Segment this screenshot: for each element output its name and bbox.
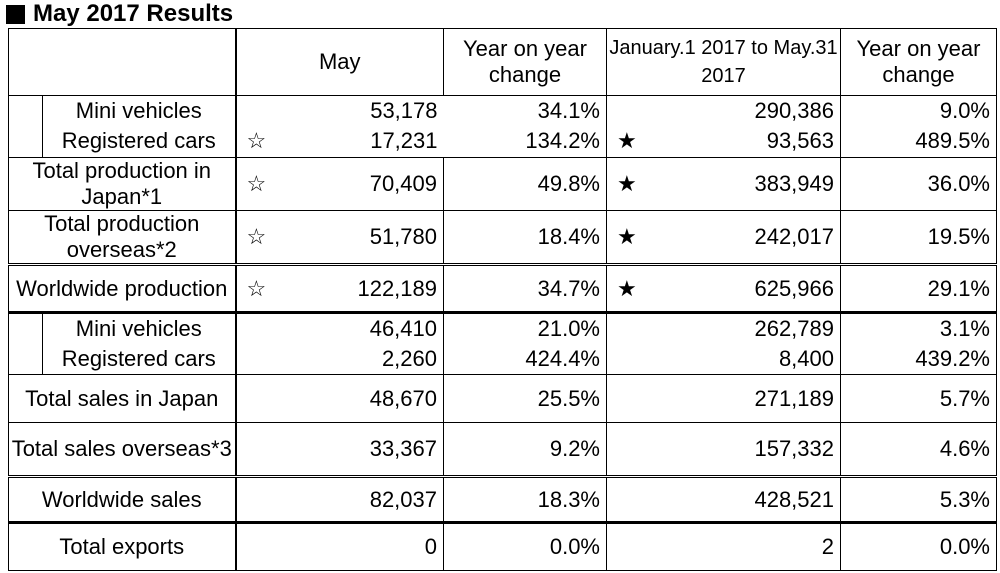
report-title-text: May 2017 Results [33,0,234,27]
header-row [9,29,997,96]
header-may: May [236,29,444,96]
row-label: Total sales overseas*3 [9,423,236,477]
row-ytd-value: 2 [607,523,841,571]
row-ytd-value: 157,332 [607,423,841,477]
indent-cell [9,96,43,158]
table-row [9,96,997,126]
row-yoy-may: 424.4% [444,344,607,375]
row-label: Registered cars [43,126,236,158]
row-mark-may [236,96,270,126]
row-may-value: 17,231 [370,128,438,154]
row-yoy-may: 21.0% [444,313,607,344]
row-label: Worldwide production [9,265,236,313]
row-ytd-value: 242,017 [641,211,841,265]
row-may-value: 82,037 [236,477,444,523]
black-square-icon [6,5,25,24]
row-label: Worldwide sales [9,477,236,523]
table-row [9,523,997,571]
row-may-value: 0 [236,523,444,571]
row-label: Total sales in Japan [9,375,236,423]
table-row [9,477,997,523]
row-mark-may: ☆ [246,128,267,154]
row-may-value: 70,409 [270,158,444,211]
row-may-value: 53,178 [270,96,444,126]
results-table [8,28,997,571]
row-label: Mini vehicles [43,313,236,344]
row-yoy-ytd: 9.0% [841,96,997,126]
row-yoy-ytd: 5.3% [841,477,997,523]
row-yoy-ytd: 0.0% [841,523,997,571]
row-may-value: 33,367 [236,423,444,477]
report-title [6,0,233,28]
row-ytd-value: 271,189 [607,375,841,423]
row-label: Registered cars [43,344,236,375]
row-mark-may: ☆ [236,265,270,313]
row-yoy-may: 18.3% [444,477,607,523]
row-mark-ytd: ★ [607,265,641,313]
row-mark-ytd: ★ [607,211,641,265]
row-yoy-ytd: 36.0% [841,158,997,211]
row-may-value: 2,260 [381,345,437,371]
table-row [9,265,997,313]
table-row [9,126,997,158]
row-mark-ytd [607,96,641,126]
row-yoy-may: 134.2% [444,126,607,158]
row-ytd-value: 625,966 [641,265,841,313]
row-yoy-may: 34.7% [444,265,607,313]
row-mark-ytd: ★ [607,158,641,211]
row-may-value: 48,670 [236,375,444,423]
row-ytd-value: 262,789 [641,313,841,344]
row-yoy-may: 18.4% [444,211,607,265]
row-yoy-may: 9.2% [444,423,607,477]
table-row [9,375,997,423]
table-row [9,211,997,265]
row-ytd-value: 93,563 [641,126,841,158]
row-ytd-value: 383,949 [641,158,841,211]
row-yoy-ytd: 439.2% [841,344,997,375]
row-mark-ytd: ★ [617,128,637,154]
row-label: Total production overseas*2 [9,211,236,265]
row-may-value: 122,189 [270,265,444,313]
row-mark-may: ☆ [236,211,270,265]
row-yoy-ytd: 4.6% [841,423,997,477]
row-ytd-value: 290,386 [641,96,841,126]
row-ytd-value: 428,521 [607,477,841,523]
row-yoy-ytd: 3.1% [841,313,997,344]
row-yoy-ytd: 5.7% [841,375,997,423]
row-yoy-ytd: 19.5% [841,211,997,265]
row-may-value: 46,410 [270,313,444,344]
row-may-value: 51,780 [270,211,444,265]
row-yoy-ytd: 29.1% [841,265,997,313]
row-ytd-value: 8,400 [641,344,841,375]
header-yoy-may: Year on year change [444,29,607,96]
row-yoy-may: 0.0% [444,523,607,571]
indent-cell [9,313,43,375]
row-yoy-may: 25.5% [444,375,607,423]
row-label: Total production in Japan*1 [9,158,236,211]
header-ytd: January.1 2017 to May.31 2017 [607,29,841,96]
table-row [9,158,997,211]
header-blank [9,29,236,96]
row-yoy-may: 34.1% [444,96,607,126]
row-yoy-may: 49.8% [444,158,607,211]
row-label: Mini vehicles [43,96,236,126]
table-row [9,344,997,375]
row-yoy-ytd: 489.5% [841,126,997,158]
header-yoy-ytd: Year on year change [841,29,997,96]
row-mark-may: ☆ [236,158,270,211]
table-row [9,423,997,477]
table-row [9,313,997,344]
row-label: Total exports [9,523,236,571]
